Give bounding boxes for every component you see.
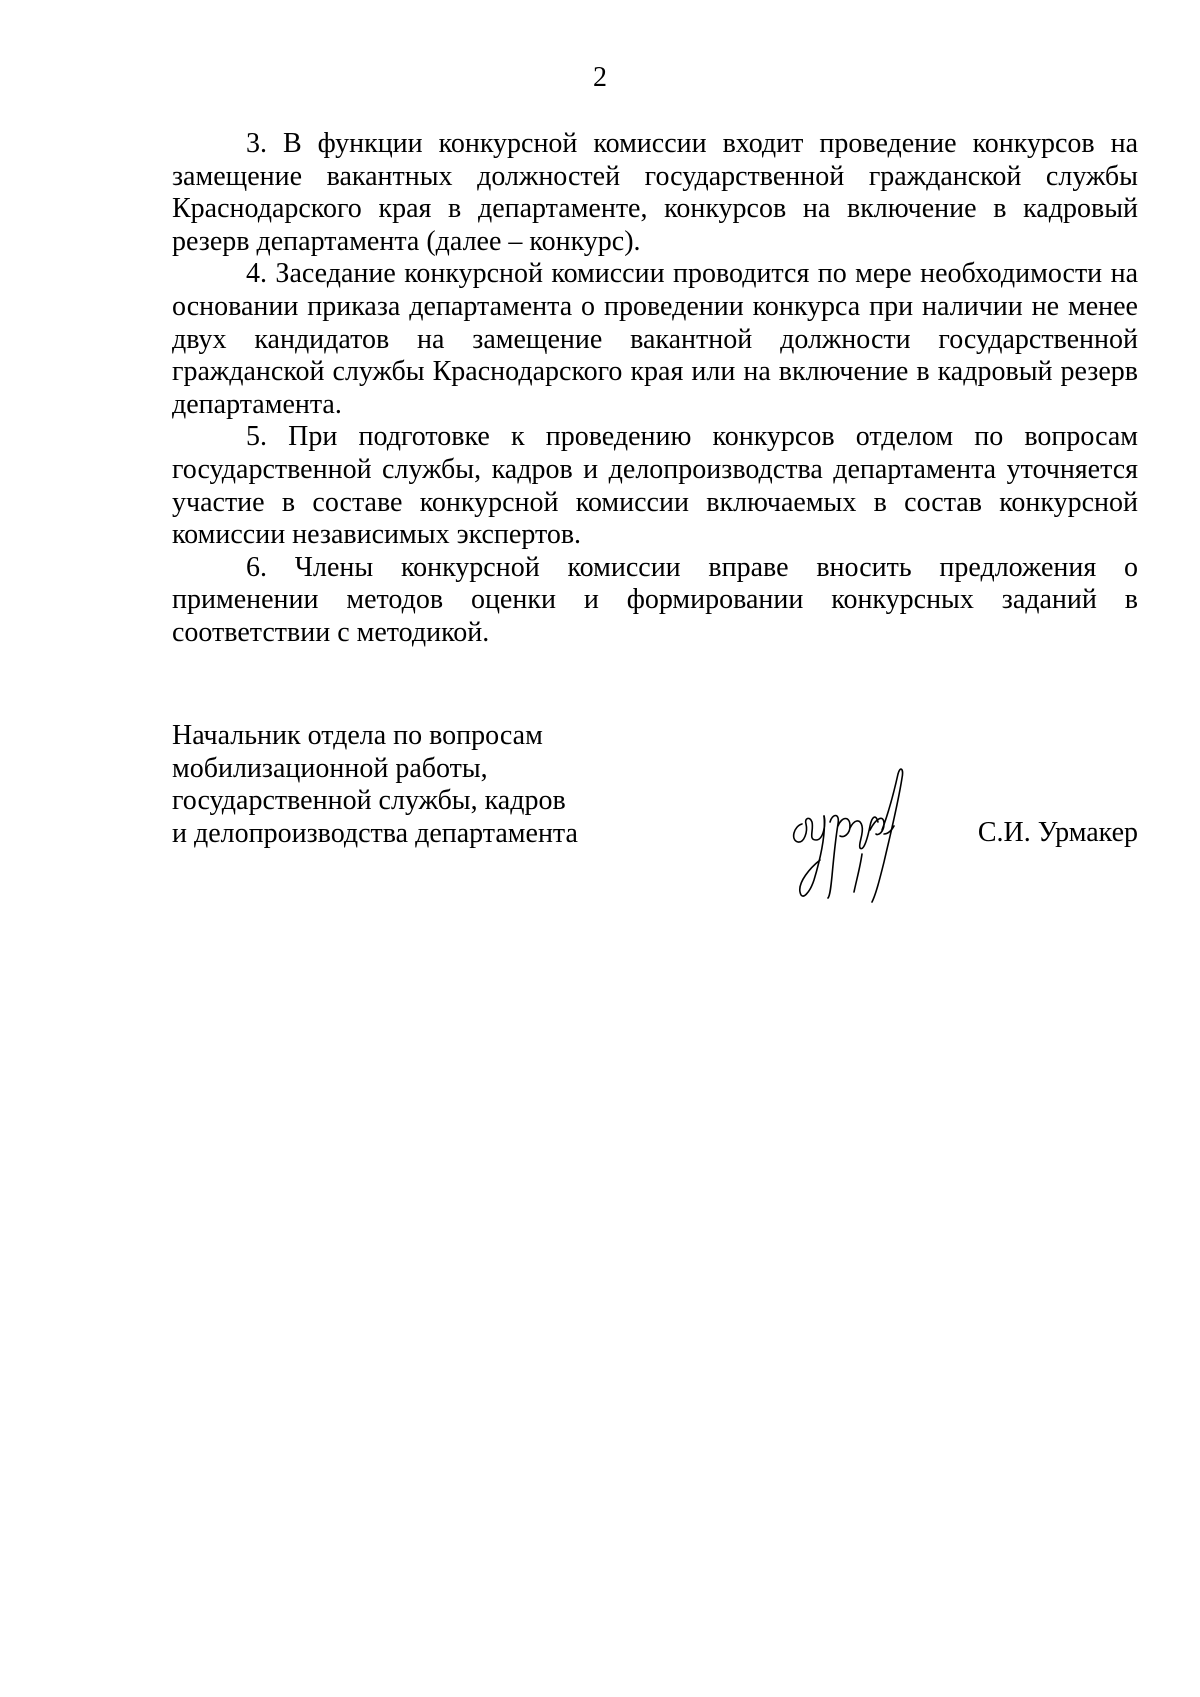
signer-title-line: и делопроизводства департамента — [172, 817, 578, 849]
paragraph-3: 3. В функции конкурсной комиссии входит проведение конкурсов на замещение вакантных должностей государственной гражданской службы Краснодарского края в департаменте, конкурсов на включение в кадровый резерв департамента (далее – конкурс). — [172, 128, 1138, 257]
signature-block — [172, 720, 1138, 920]
document-body — [172, 128, 1138, 650]
page-number: 2 — [593, 62, 607, 93]
paragraph-5: 5. При подготовке к проведению конкурсов отделом по вопросам государственной службы, кадров и делопроизводства департамента уточняется участие в составе конкурсной комиссии включаемых в состав конкурсной комиссии независимых экспертов. — [172, 421, 1138, 551]
signer-name: С.И. Урмакер — [977, 817, 1138, 848]
signer-title — [172, 720, 578, 850]
signer-title-line: мобилизационной работы, — [172, 752, 488, 784]
handwritten-signature — [780, 764, 910, 904]
paragraph-4: 4. Заседание конкурсной комиссии проводится по мере необходимости на основании приказа департамента о проведении конкурса при наличии не менее двух кандидатов на замещение вакантной должности государственной гражданской службы Краснодарского края или на включение в кадровый резерв департамента. — [172, 258, 1138, 420]
paragraph-6: 6. Члены конкурсной комиссии вправе вносить предложения о применении методов оценки и формировании конкурсных заданий в соответствии с методикой. — [172, 551, 1138, 648]
signer-title-line: Начальник отдела по вопросам — [172, 720, 543, 751]
signer-title-line: государственной службы, кадров — [172, 785, 566, 817]
